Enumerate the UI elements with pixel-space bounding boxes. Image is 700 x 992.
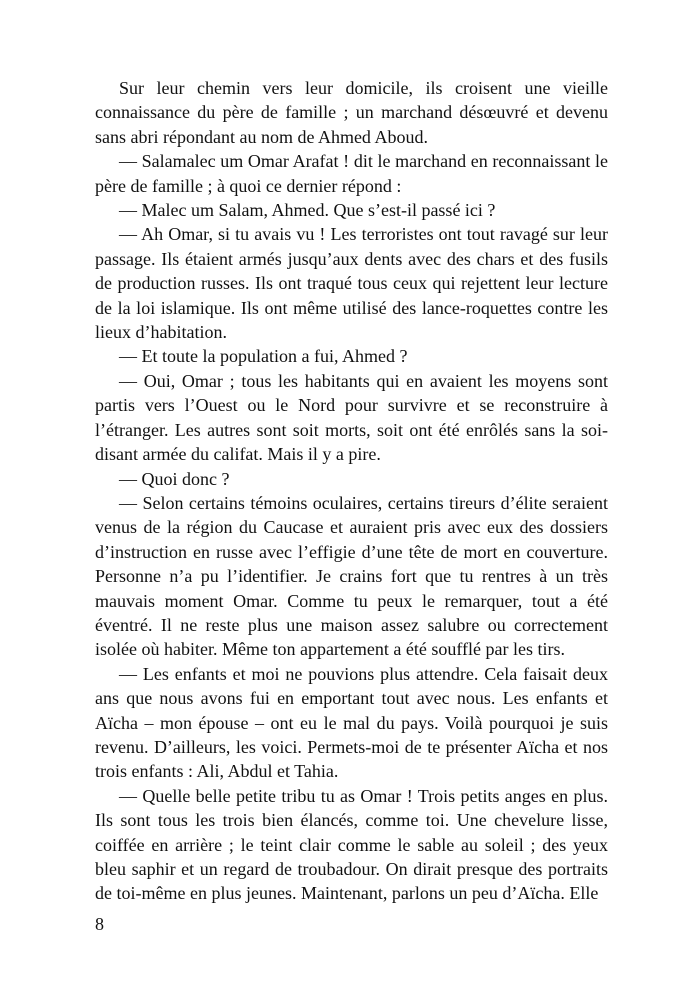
- paragraph: — Quelle belle petite tribu tu as Omar ! Trois petits anges en plus. Ils sont tous les trois bien élancés, comme toi. Une chevelure lisse, coiffée en arrière ; le teint clair comme le sable au soleil ; des yeux bleu saphir et un regard de troubadour. On dirait presque des portraits de toi-même en plus jeunes. Maintenant, parlons un peu d’Aïcha. Elle: [95, 785, 608, 904]
- paragraph: — Les enfants et moi ne pouvions plus attendre. Cela faisait deux ans que nous avons fui en emportant tout avec nous. Les enfants et Aïcha – mon épouse – ont eu le mal du pays. Voilà pourquoi je suis revenu. D’ailleurs, les voici. Permets-moi de te présenter Aïcha et nos trois enfants : Ali, Abdul et Tahia.: [95, 663, 608, 782]
- paragraph: — Et toute la population a fui, Ahmed ?: [119, 346, 408, 367]
- paragraph: — Quoi donc ?: [119, 468, 230, 489]
- paragraph: Sur leur chemin vers leur domicile, ils croisent une vieille connaissance du père de famille ; un marchand désœuvré et devenu sans abri répondant au nom de Ahmed Aboud.: [95, 78, 608, 147]
- paragraph: — Selon certains témoins oculaires, certains tireurs d’élite seraient venus de la région du Caucase et auraient pris avec eux des dossiers d’instruction en russe avec l’effigie d’une tête de mort en couverture. Personne n’a pu l’identifier. Je crains fort que tu rentres à un très mauvais moment Omar. Comme tu peux le remarquer, tout a été éventré. Il ne reste plus une maison assez salubre ou correctement isolée où habiter. Même ton appartement a été soufflé par les tirs.: [95, 492, 608, 660]
- page-body: [95, 76, 608, 906]
- paragraph: — Oui, Omar ; tous les habitants qui en avaient les moyens sont partis vers l’Ouest ou le Nord pour survivre et se reconstruire à l’étranger. Les autres sont soit morts, soit ont été enrôlés sans la soi-disant armée du califat. Mais il y a pire.: [95, 370, 608, 465]
- page-number: 8: [95, 914, 104, 934]
- paragraph: — Ah Omar, si tu avais vu ! Les terroristes ont tout ravagé sur leur passage. Ils étaient armés jusqu’aux dents avec des chars et des fusils de production russes. Ils ont traqué tous ceux qui rejettent leur lecture de la loi islamique. Ils ont même utilisé des lance-roquettes contre les lieux d’habitation.: [95, 224, 608, 343]
- paragraph: — Malec um Salam, Ahmed. Que s’est-il passé ici ?: [119, 200, 496, 221]
- paragraph: — Salamalec um Omar Arafat ! dit le marchand en reconnaissant le père de famille ; à quoi ce dernier répond :: [95, 151, 608, 196]
